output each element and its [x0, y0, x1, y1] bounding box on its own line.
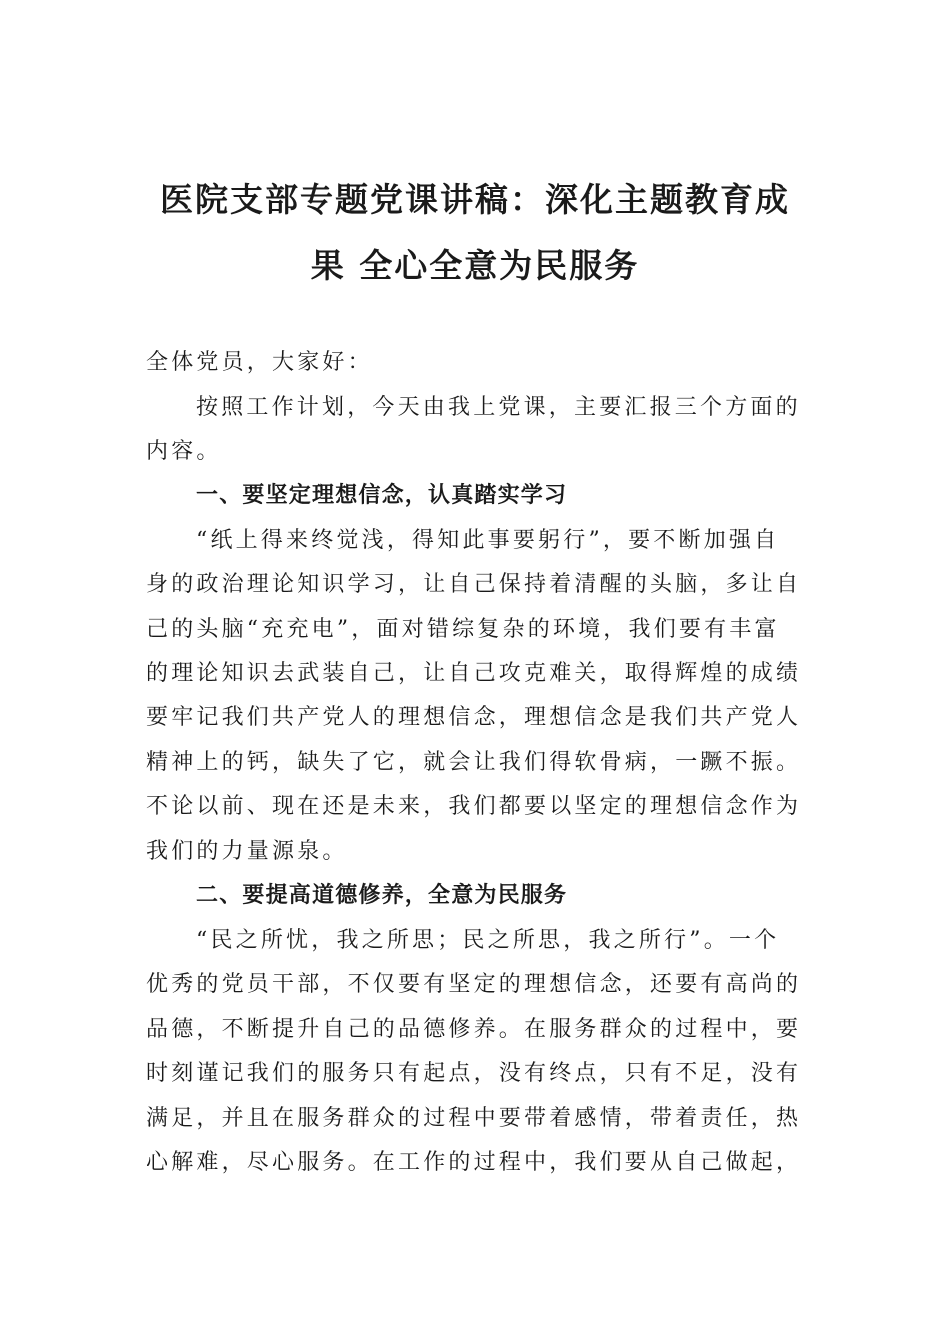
section1-line-5: 要牢记我们共产党人的理想信念，理想信念是我们共产党人	[146, 705, 802, 730]
section2-line-4: 时刻谨记我们的服务只有起点，没有终点，只有不足，没有	[146, 1061, 802, 1086]
section1-line-3: 己的头脑“充充电”，面对错综复杂的环境，我们要有丰富	[146, 617, 780, 642]
section1-line-8: 我们的力量源泉。	[146, 839, 348, 864]
section1-heading: 一、要坚定理想信念，认真踏实学习	[196, 483, 568, 508]
section1-line-4: 的理论知识去武装自己，让自己攻克难关，取得辉煌的成绩	[146, 661, 802, 686]
section2-line-2: 优秀的党员干部，不仅要有坚定的理想信念，还要有高尚的	[146, 972, 802, 997]
section2-line-5: 满足，并且在服务群众的过程中要带着感情，带着责任，热	[146, 1106, 802, 1131]
document-title-line-1: 医院支部专题党课讲稿：深化主题教育成	[160, 180, 790, 219]
section1-line-2: 身的政治理论知识学习，让自己保持着清醒的头脑，多让自	[146, 572, 802, 597]
section1-line-1: “纸上得来终觉浅，得知此事要躬行”，要不断加强自	[196, 528, 780, 553]
greeting: 全体党员，大家好：	[146, 350, 373, 375]
section1-line-6: 精神上的钙，缺失了它，就会让我们得软骨病，一蹶不振。	[146, 750, 802, 775]
intro-line-1: 按照工作计划，今天由我上党课，主要汇报三个方面的	[196, 395, 801, 420]
section2-line-6: 心解难，尽心服务。在工作的过程中，我们要从自己做起，	[146, 1150, 802, 1175]
section2-heading: 二、要提高道德修养，全意为民服务	[196, 883, 568, 908]
document-title-line-2: 果 全心全意为民服务	[310, 246, 640, 285]
section1-line-7: 不论以前、现在还是未来，我们都要以坚定的理想信念作为	[146, 794, 802, 819]
intro-line-2: 内容。	[146, 439, 222, 464]
section2-line-3: 品德，不断提升自己的品德修养。在服务群众的过程中，要	[146, 1017, 802, 1042]
section2-line-1: “民之所忧，我之所思；民之所思，我之所行”。一个	[196, 928, 780, 953]
